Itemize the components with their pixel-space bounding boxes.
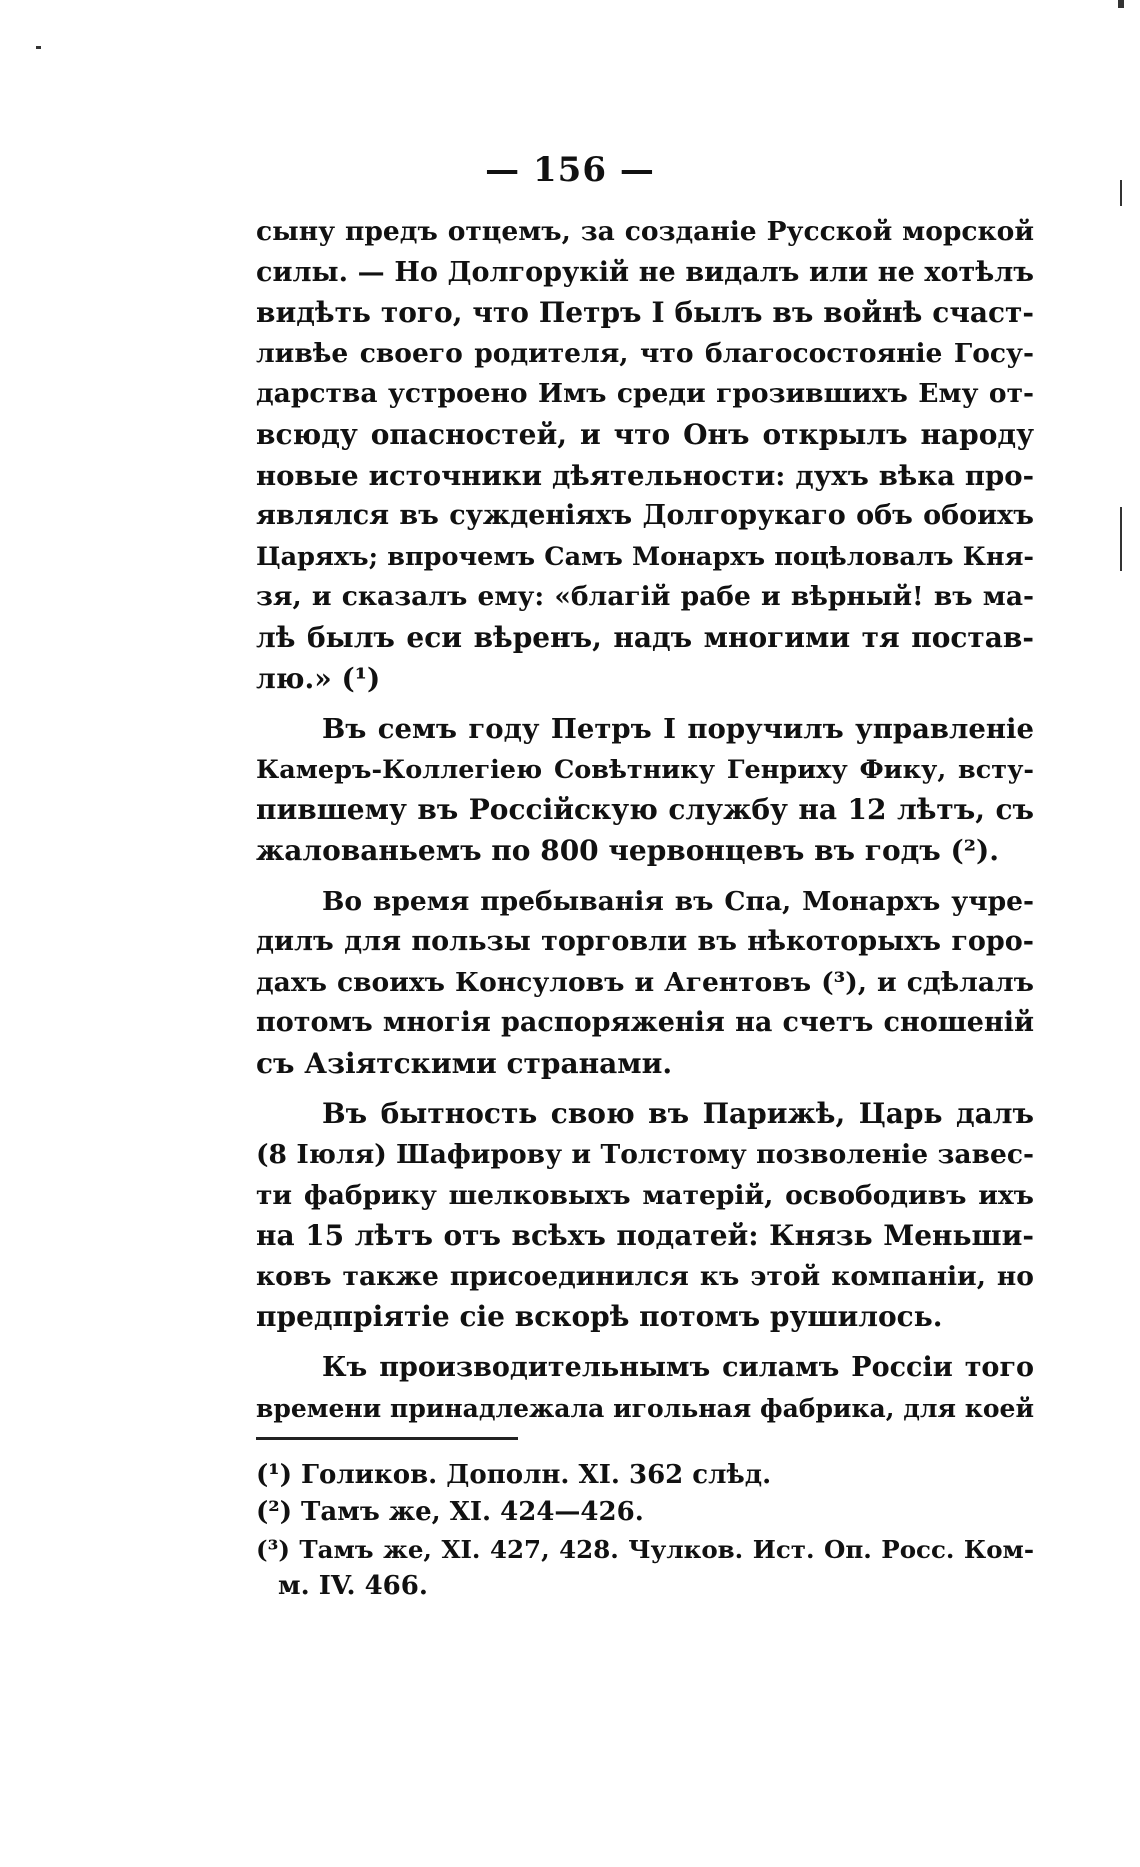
- paragraph: [256, 882, 1034, 1085]
- text-line: являлся въ сужденіяхъ Долгорукаго объ обоихъ: [256, 500, 1034, 532]
- text-line: новые источники дѣятельности: духъ вѣка про-: [256, 459, 1034, 492]
- paragraph: [256, 1094, 1034, 1338]
- text-line: пившему въ Россійскую службу на 12 лѣтъ, съ: [256, 793, 1034, 827]
- body-text: [256, 212, 1034, 1429]
- footnote: (³) Тамъ же, XI. 427, 428. Чулков. Ист. Оп. Росс. Ком-: [256, 1535, 1034, 1564]
- text-line: съ Азіятскими странами.: [256, 1046, 673, 1080]
- footnote-separator: [256, 1437, 518, 1440]
- paragraph: [256, 212, 1034, 699]
- text-line: дарства устроено Имъ среди грозившихъ Ему от-: [256, 378, 1034, 410]
- text-line: дахъ своихъ Консуловъ и Агентовъ (³), и сдѣлалъ: [256, 966, 1034, 998]
- footnote: (¹) Голиков. Дополн. XI. 362 слѣд.: [256, 1460, 772, 1490]
- text-line: лѣ былъ еси вѣренъ, надъ многими тя постав-: [256, 620, 1034, 654]
- text-line: зя, и сказалъ ему: «благій рабе и вѣрный! въ ма-: [256, 581, 1034, 613]
- scan-speck: [36, 46, 41, 49]
- text-line: лю.» (¹): [256, 661, 381, 695]
- text-line: Въ семъ году Петръ I поручилъ управленіе: [322, 713, 1034, 746]
- text-line: дилъ для пользы торговли въ нѣкоторыхъ горо-: [256, 926, 1034, 958]
- footnote: (²) Тамъ же, XI. 424—426.: [256, 1497, 644, 1527]
- text-line: Къ производительнымъ силамъ Россіи того: [322, 1352, 1034, 1384]
- text-line: потомъ многія распоряженія на счетъ сношеній: [256, 1007, 1034, 1039]
- text-line: сыну предъ отцемъ, за созданіе Русской морской: [256, 216, 1034, 247]
- text-line: на 15 лѣтъ отъ всѣхъ податей: Князь Меньши-: [256, 1219, 1034, 1253]
- paragraph: [256, 709, 1034, 871]
- scan-speck: [1118, 0, 1124, 8]
- text-line: Камеръ-Коллегіею Совѣтнику Генриху Фику, всту-: [256, 754, 1034, 785]
- margin-line-mark: [1120, 507, 1122, 571]
- text-line: предпріятіе сіе вскорѣ потомъ рушилось.: [256, 1300, 943, 1334]
- text-line: силы. — Но Долгорукій не видалъ или не хотѣлъ: [256, 256, 1034, 288]
- text-line: жалованьемъ по 800 червонцевъ въ годъ (²).: [256, 833, 1000, 867]
- footnotes: [256, 1457, 1034, 1605]
- text-line: ливѣе своего родителя, что благосостояніе Госу-: [256, 337, 1034, 369]
- paragraph: [256, 1348, 1034, 1429]
- text-line: Въ бытность свою въ Парижѣ, Царь далъ: [322, 1097, 1034, 1131]
- text-line: видѣть того, что Петръ I былъ въ войнѣ счаст-: [256, 296, 1034, 330]
- footnote-continuation: м. IV. 466.: [278, 1571, 428, 1601]
- page-number: — 156 —: [485, 150, 655, 190]
- text-line: времени принадлежала игольная фабрика, для коей: [256, 1393, 1034, 1423]
- text-line: Царяхъ; впрочемъ Самъ Монархъ поцѣловалъ Кня-: [256, 541, 1034, 572]
- text-line: (8 Іюля) Шафирову и Толстому позволеніе завес-: [256, 1139, 1034, 1171]
- text-line: Во время пребыванія въ Спа, Монархъ учре-: [322, 885, 1034, 917]
- text-line: всюду опасностей, и что Онъ открылъ народу: [256, 417, 1034, 451]
- text-line: ковъ также присоединился къ этой компаніи, но: [256, 1260, 1034, 1292]
- text-line: ти фабрику шелковыхъ матерій, освободивъ ихъ: [256, 1179, 1034, 1211]
